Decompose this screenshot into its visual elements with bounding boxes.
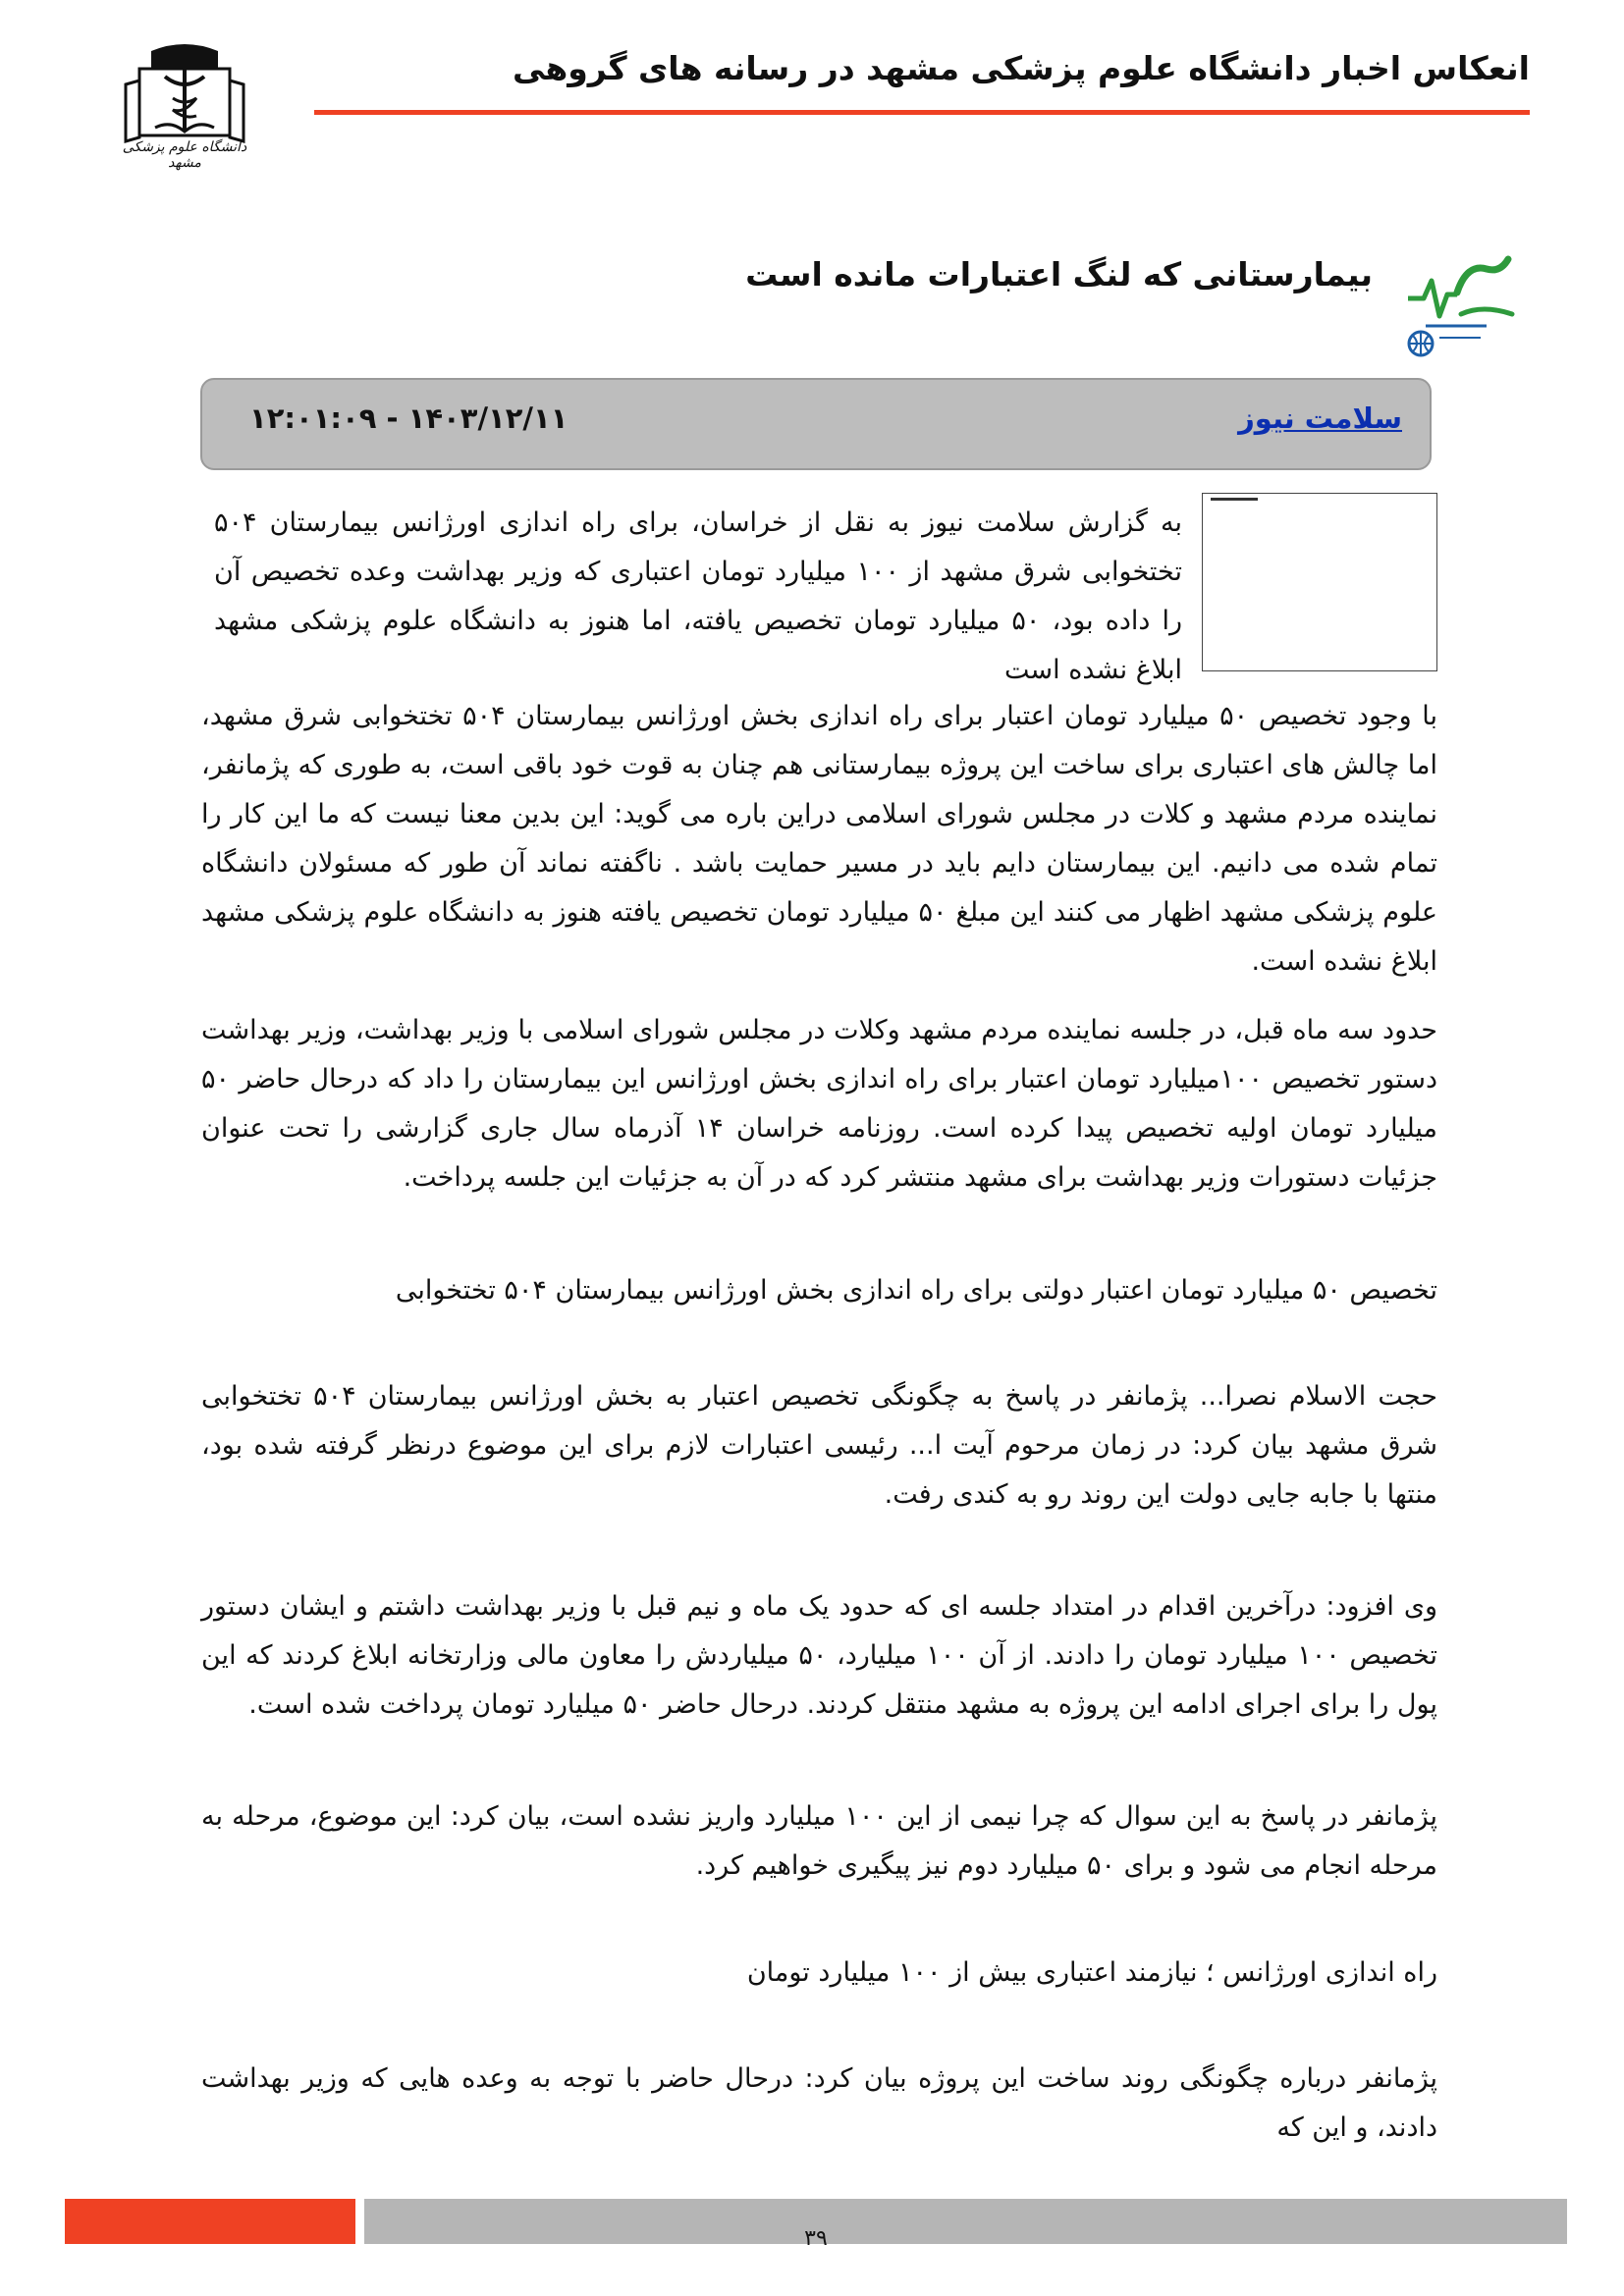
source-link[interactable]: سلامت نیوز [1238,401,1402,435]
article-title: بیمارستانی که لنگ اعتبارات مانده است [745,255,1373,294]
university-logo-text: دانشگاه علوم پزشکی مشهد [122,139,247,171]
publish-date: ۱۴۰۳/۱۲/۱۱ - ۱۲:۰۱:۰۹ [249,401,568,435]
header-title: انعکاس اخبار دانشگاه علوم پزشکی مشهد در رسانه های گروهی [513,49,1530,87]
page-footer [65,2195,1567,2250]
body-paragraph: با وجود تخصیص ۵۰ میلیارد تومان اعتبار برای راه اندازی بخش اورژانس بیمارستان ۵۰۴ تختخوابی شرق مشهد، اما چالش های اعتباری برای ساخت این پروژه بیمارستانی هم چنان به قوت خود باقی است، به طوری که پژمانفر، نماینده مردم مشهد و کلات در مجلس شورای اسلامی دراین باره می گوید: این بدین معنا نیست که ما این کار را تمام شده می دانیم. این بیمارستان دایم باید در مسیر حمایت باشد . ناگفته نماند آن طور که مسئولان دانشگاه علوم پزشکی مشهد اظهار می کنند این مبلغ ۵۰ میلیارد تومان تخصیص یافته هنوز به دانشگاه علوم پزشکی مشهد ابلاغ نشده است. [201,701,1438,977]
university-logo [116,41,253,171]
lead-paragraph: به گزارش سلامت نیوز به نقل از خراسان، برای راه اندازی اورژانس بیمارستان ۵۰۴ تختخوابی شرق مشهد از ۱۰۰ میلیارد تومان اعتباری که وزیر بهداشت وعده تخصیص آن را داده بود، ۵۰ میلیارد تومان تخصیص یافته، اما هنوز به دانشگاه علوم پزشکی مشهد ابلاغ نشده است [214,507,1183,685]
body-paragraph: حجت الاسلام نصرا... پژمانفر در پاسخ به چگونگی تخصیص اعتبار به بخش اورژانس بیمارستان ۵۰۴ تختخوابی شرق مشهد بیان کرد: در زمان مرحوم آیت ا... رئیسی اعتبارات لازم برای این موضوع درنظر گرفته شده بود، منتها با جابه جایی دولت این روند رو به کندی رفت. [201,1381,1437,1510]
article-heading [295,234,1530,361]
body-paragraph: حدود سه ماه قبل، در جلسه نماینده مردم مشهد وکلات در مجلس شورای اسلامی با وزیر بهداشت، وزیر بهداشت دستور تخصیص ۱۰۰میلیارد تومان اعتبار برای راه اندازی بخش اورژانس این بیمارستان را داد که درحال حاضر ۵۰ میلیارد تومان اولیه تخصیص پیدا کرده است. روزنامه خراسان ۱۴ آذرماه سال جاری گزارشی را تحت عنوان جزئیات دستورات وزیر بهداشت برای مشهد منتشر کرد که در آن به جزئیات این جلسه پرداخت. [201,1015,1438,1193]
page-header [314,29,1530,116]
header-divider [314,110,1530,115]
section-subheading: تخصیص ۵۰ میلیارد تومان اعتبار دولتی برای راه اندازی بخش اورژانس بیمارستان ۵۰۴ تختخوابی [395,1275,1437,1306]
body-paragraph: پژمانفر درباره چگونگی روند ساخت این پروژه بیان کرد: درحال حاضر با توجه به وعده هایی که وزیر بهداشت دادند، و این که [201,2063,1437,2143]
article-image [1202,493,1437,671]
page-number: ۳۹ [804,2226,828,2251]
broken-image-icon [1211,498,1258,501]
salamat-news-logo [1392,234,1530,361]
body-paragraph: پژمانفر در پاسخ به این سوال که چرا نیمی از این ۱۰۰ میلیارد واریز نشده است، بیان کرد: این موضوع، مرحله به مرحله انجام می شود و برای ۵۰ میلیارد دوم نیز پیگیری خواهیم کرد. [201,1801,1437,1881]
section-subheading: راه اندازی اورژانس ؛ نیازمند اعتباری بیش از ۱۰۰ میلیارد تومان [746,1957,1437,1988]
body-paragraph: وی افزود: درآخرین اقدام در امتداد جلسه ای که حدود یک ماه و نیم قبل با وزیر بهداشت داشتم و ایشان دستور تخصیص ۱۰۰ میلیارد تومان را دادند. از آن ۱۰۰ میلیارد، ۵۰ میلیاردش را معاون مالی وزارتخانه ابلاغ کردند که این پول را برای اجرای ادامه این پروژه به مشهد منتقل کردند. درحال حاضر ۵۰ میلیارد تومان پرداخت شده است. [201,1591,1437,1720]
salamat-news-logo-icon [1392,234,1530,361]
article-meta-bar [200,378,1432,470]
